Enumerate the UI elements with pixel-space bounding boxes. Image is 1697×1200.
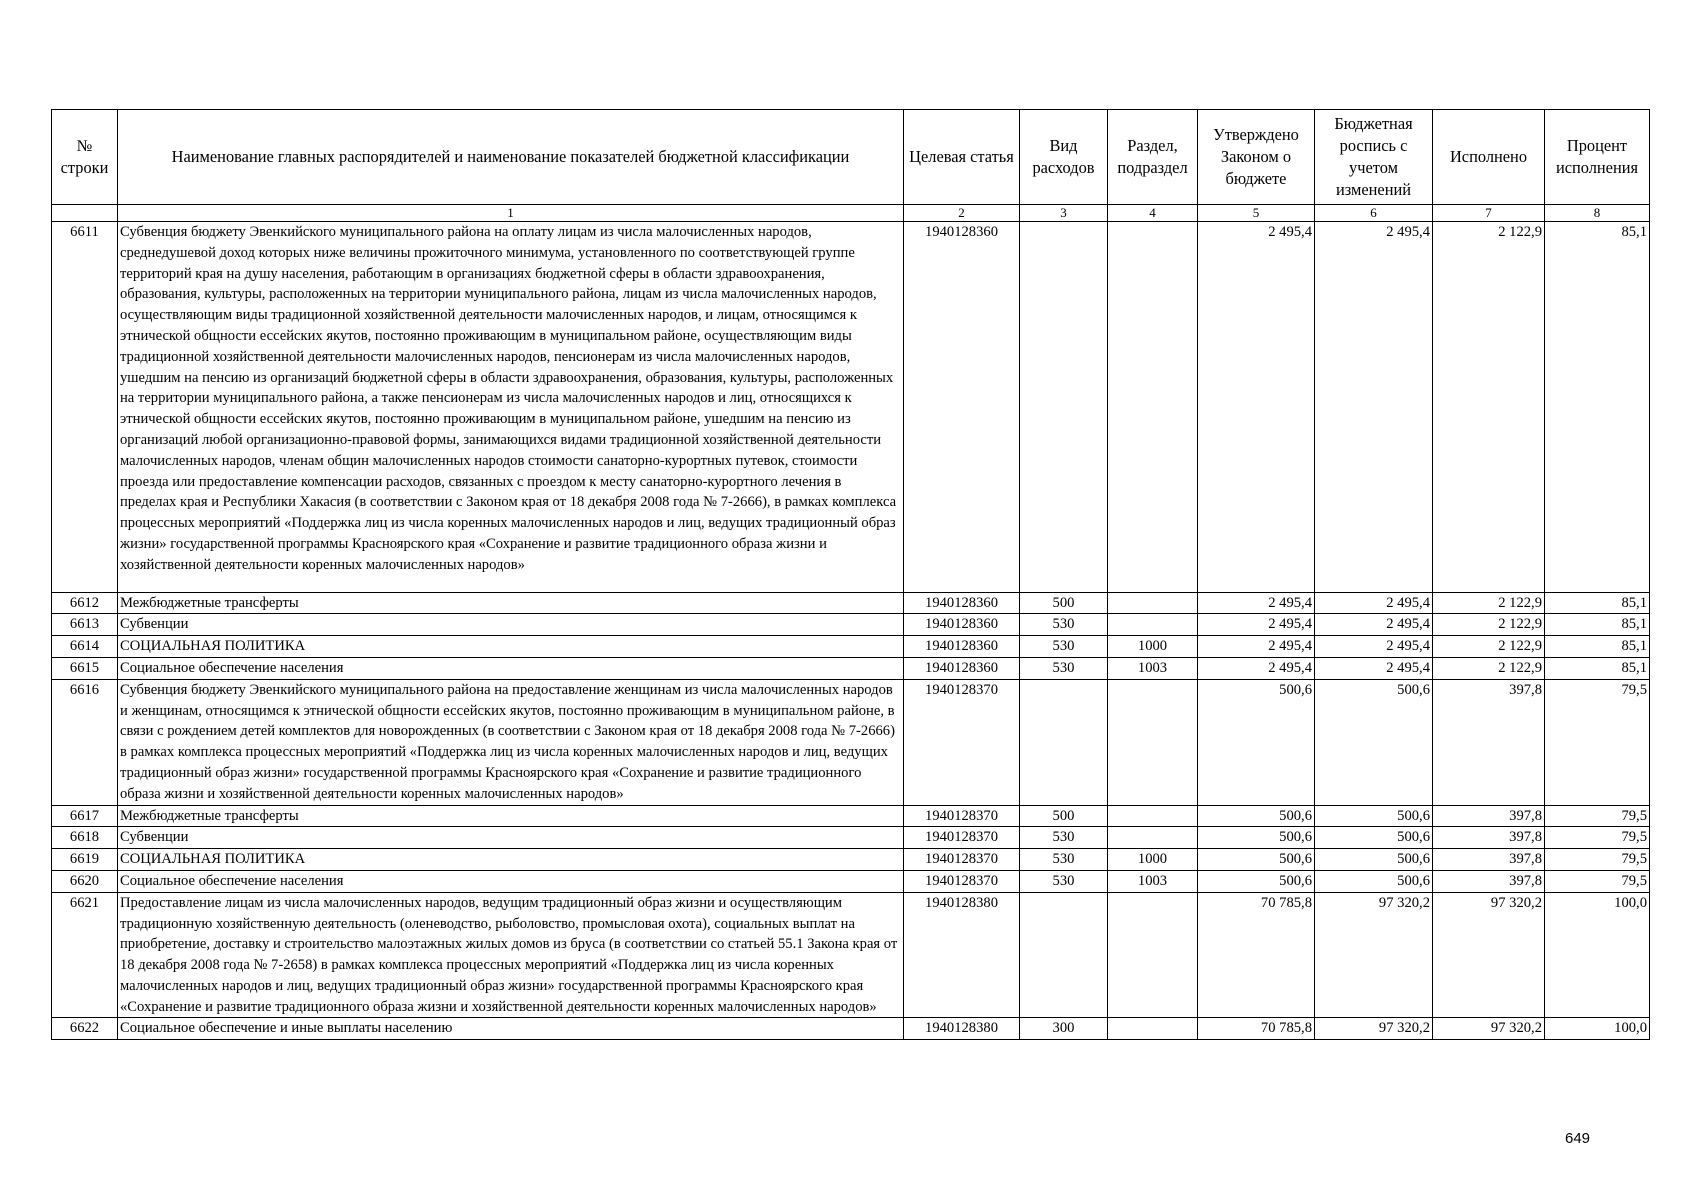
row-name: Субвенция бюджету Эвенкийского муниципального района на оплату лицам из числа малочисленных народов, среднедушевой доход которых ниже величины прожиточного минимума, установленного по соответствующей группе территорий края на душу населения, работающим в организациях бюджетной сферы в области здравоохранения, образования, культуры, расположенных на территории муниципального района, лицам из числа малочисленных народов, осуществляющим виды традиционной хозяйственной деятельности малочисленных народов, и лицам, относящимся к этнической общности ессейских якутов, постоянно проживающим в муниципальном районе, осуществляющим виды традиционной хозяйственной деятельности малочисленных народов, пенсионерам из числа малочисленных народов, ушедшим на пенсию из организаций бюджетной сферы в области здравоохранения, образования, культуры, расположенных на территории муниципального района, а также пенсионерам из числа малочисленных народов и лиц, относящихся к этнической общности ессейских якутов, постоянно проживающим в муниципальном районе, ушедшим на пенсию из организаций любой организационно-правовой формы, занимающихся видами традиционной хозяйственной деятельности малочисленных народов, членам общин малочисленных народов стоимости санаторно-курортных путевок, стоимости проезда или предоставление компенсации расходов, связанных с проездом к месту санаторно-курортного лечения в пределах края и Республики Хакасия (в соответствии с Законом края от 18 декабря 2008 года № 7-2666), в рамках комплекса процессных мероприятий «Поддержка лиц из числа коренных малочисленных народов и лиц, ведущих традиционный образ жизни» государственной программы Красноярского края «Сохранение и развитие традиционного образа жизни и хозяйственной деятельности коренных малочисленных народов» [118,222,904,593]
row-percent: 100,0 [1545,1018,1650,1040]
row-percent: 85,1 [1545,592,1650,614]
table-row [52,892,1650,1018]
row-executed: 97 320,2 [1433,1018,1545,1040]
header-target-article: Целевая статья [904,110,1020,205]
header-budget-schedule: Бюджетная роспись с учетом изменений [1315,110,1433,205]
row-section: 1000 [1108,849,1198,871]
row-section [1108,679,1198,805]
row-section [1108,614,1198,636]
row-name: СОЦИАЛЬНАЯ ПОЛИТИКА [118,849,904,871]
row-schedule: 2 495,4 [1315,614,1433,636]
row-name: Субвенции [118,827,904,849]
row-executed: 397,8 [1433,870,1545,892]
column-number: 3 [1020,205,1108,222]
row-section: 1003 [1108,870,1198,892]
row-target-article: 1940128360 [904,614,1020,636]
row-expense-type: 530 [1020,614,1108,636]
row-expense-type: 530 [1020,827,1108,849]
row-target-article: 1940128380 [904,892,1020,1018]
row-expense-type: 500 [1020,805,1108,827]
page-number: 649 [1565,1130,1591,1147]
row-name: Социальное обеспечение и иные выплаты населению [118,1018,904,1040]
row-expense-type: 530 [1020,870,1108,892]
row-target-article: 1940128360 [904,222,1020,593]
row-executed: 397,8 [1433,849,1545,871]
row-approved: 500,6 [1198,849,1315,871]
column-number [52,205,118,222]
column-number: 1 [118,205,904,222]
row-executed: 2 122,9 [1433,657,1545,679]
row-section [1108,892,1198,1018]
row-executed: 2 122,9 [1433,614,1545,636]
row-executed: 397,8 [1433,679,1545,805]
row-section [1108,1018,1198,1040]
row-expense-type: 530 [1020,636,1108,658]
table-row [52,1018,1650,1040]
row-percent: 85,1 [1545,636,1650,658]
header-section: Раздел, подраздел [1108,110,1198,205]
header-expense-type: Вид расходов [1020,110,1108,205]
row-approved: 2 495,4 [1198,592,1315,614]
row-name: Субвенции [118,614,904,636]
row-name: Предоставление лицам из числа малочисленных народов, ведущим традиционный образ жизни и осуществляющим традиционную хозяйственную деятельность (оленеводство, рыболовство, промысловая охота), социальных выплат на приобретение, доставку и строительство малоэтажных жилых домов из бруса (в соответствии со статьей 55.1 Закона края от 18 декабря 2008 года № 7-2658) в рамках комплекса процессных мероприятий «Поддержка лиц из числа коренных малочисленных народов и лиц, ведущих традиционный образ жизни» государственной программы Красноярского края «Сохранение и развитие традиционного образа жизни и хозяйственной деятельности коренных малочисленных народов» [118,892,904,1018]
row-schedule: 2 495,4 [1315,636,1433,658]
row-percent: 79,5 [1545,679,1650,805]
row-schedule: 500,6 [1315,679,1433,805]
row-target-article: 1940128370 [904,870,1020,892]
row-percent: 85,1 [1545,657,1650,679]
table-header-row [52,110,1650,205]
row-name: Межбюджетные трансферты [118,592,904,614]
header-percent: Процент исполнения [1545,110,1650,205]
row-schedule: 500,6 [1315,827,1433,849]
table-row [52,870,1650,892]
row-expense-type: 300 [1020,1018,1108,1040]
header-executed: Исполнено [1433,110,1545,205]
table-row [52,614,1650,636]
row-number: 6612 [52,592,118,614]
row-schedule: 2 495,4 [1315,222,1433,593]
column-number: 5 [1198,205,1315,222]
row-name: Социальное обеспечение населения [118,870,904,892]
table-row [52,849,1650,871]
row-percent: 85,1 [1545,222,1650,593]
row-schedule: 500,6 [1315,849,1433,871]
row-section [1108,805,1198,827]
row-percent: 79,5 [1545,870,1650,892]
column-number-row [52,205,1650,222]
row-number: 6619 [52,849,118,871]
row-target-article: 1940128360 [904,592,1020,614]
row-approved: 2 495,4 [1198,614,1315,636]
row-target-article: 1940128370 [904,827,1020,849]
table-row [52,657,1650,679]
row-executed: 2 122,9 [1433,592,1545,614]
row-executed: 397,8 [1433,827,1545,849]
row-expense-type: 530 [1020,657,1108,679]
budget-execution-table [51,109,1650,1040]
row-number: 6615 [52,657,118,679]
row-number: 6620 [52,870,118,892]
row-section [1108,222,1198,593]
column-number: 2 [904,205,1020,222]
row-section [1108,827,1198,849]
table-row [52,592,1650,614]
row-target-article: 1940128370 [904,679,1020,805]
row-schedule: 500,6 [1315,805,1433,827]
row-expense-type [1020,222,1108,593]
row-number: 6618 [52,827,118,849]
row-number: 6614 [52,636,118,658]
row-approved: 2 495,4 [1198,657,1315,679]
row-expense-type [1020,679,1108,805]
column-number: 6 [1315,205,1433,222]
row-approved: 70 785,8 [1198,1018,1315,1040]
column-number: 7 [1433,205,1545,222]
row-name: Субвенция бюджету Эвенкийского муниципального района на предоставление женщинам из числа малочисленных народов и женщинам, относящимся к этнической общности ессейских якутов, постоянно проживающим в муниципальном районе, в связи с рождением детей комплектов для новорожденных (в соответствии с Законом края от 18 декабря 2008 года № 7-2666) в рамках комплекса процессных мероприятий «Поддержка лиц из числа коренных малочисленных народов и лиц, ведущих традиционный образ жизни» государственной программы Красноярского края «Сохранение и развитие традиционного образа жизни и хозяйственной деятельности коренных малочисленных народов» [118,679,904,805]
row-executed: 97 320,2 [1433,892,1545,1018]
row-percent: 100,0 [1545,892,1650,1018]
row-number: 6617 [52,805,118,827]
row-target-article: 1940128370 [904,805,1020,827]
table-row [52,827,1650,849]
row-percent: 79,5 [1545,805,1650,827]
header-name: Наименование главных распорядителей и наименование показателей бюджетной классификации [118,110,904,205]
row-section: 1003 [1108,657,1198,679]
row-name: Межбюджетные трансферты [118,805,904,827]
row-number: 6621 [52,892,118,1018]
row-target-article: 1940128360 [904,657,1020,679]
row-number: 6611 [52,222,118,593]
row-name: СОЦИАЛЬНАЯ ПОЛИТИКА [118,636,904,658]
table-row [52,679,1650,805]
row-expense-type: 530 [1020,849,1108,871]
row-section: 1000 [1108,636,1198,658]
column-number: 4 [1108,205,1198,222]
row-target-article: 1940128360 [904,636,1020,658]
table-row [52,805,1650,827]
row-expense-type [1020,892,1108,1018]
row-number: 6622 [52,1018,118,1040]
row-expense-type: 500 [1020,592,1108,614]
row-section [1108,592,1198,614]
header-approved: Утверждено Законом о бюджете [1198,110,1315,205]
row-approved: 70 785,8 [1198,892,1315,1018]
column-number: 8 [1545,205,1650,222]
row-name: Социальное обеспечение населения [118,657,904,679]
row-percent: 79,5 [1545,849,1650,871]
row-schedule: 2 495,4 [1315,657,1433,679]
row-percent: 79,5 [1545,827,1650,849]
header-row-number: № строки [52,110,118,205]
row-executed: 2 122,9 [1433,222,1545,593]
row-executed: 2 122,9 [1433,636,1545,658]
row-approved: 500,6 [1198,805,1315,827]
row-schedule: 2 495,4 [1315,592,1433,614]
row-approved: 500,6 [1198,827,1315,849]
row-approved: 2 495,4 [1198,636,1315,658]
row-executed: 397,8 [1433,805,1545,827]
row-percent: 85,1 [1545,614,1650,636]
row-target-article: 1940128380 [904,1018,1020,1040]
row-approved: 2 495,4 [1198,222,1315,593]
row-approved: 500,6 [1198,870,1315,892]
row-number: 6613 [52,614,118,636]
row-number: 6616 [52,679,118,805]
row-approved: 500,6 [1198,679,1315,805]
row-target-article: 1940128370 [904,849,1020,871]
row-schedule: 97 320,2 [1315,1018,1433,1040]
table-row [52,636,1650,658]
row-schedule: 97 320,2 [1315,892,1433,1018]
table-row [52,222,1650,593]
row-schedule: 500,6 [1315,870,1433,892]
